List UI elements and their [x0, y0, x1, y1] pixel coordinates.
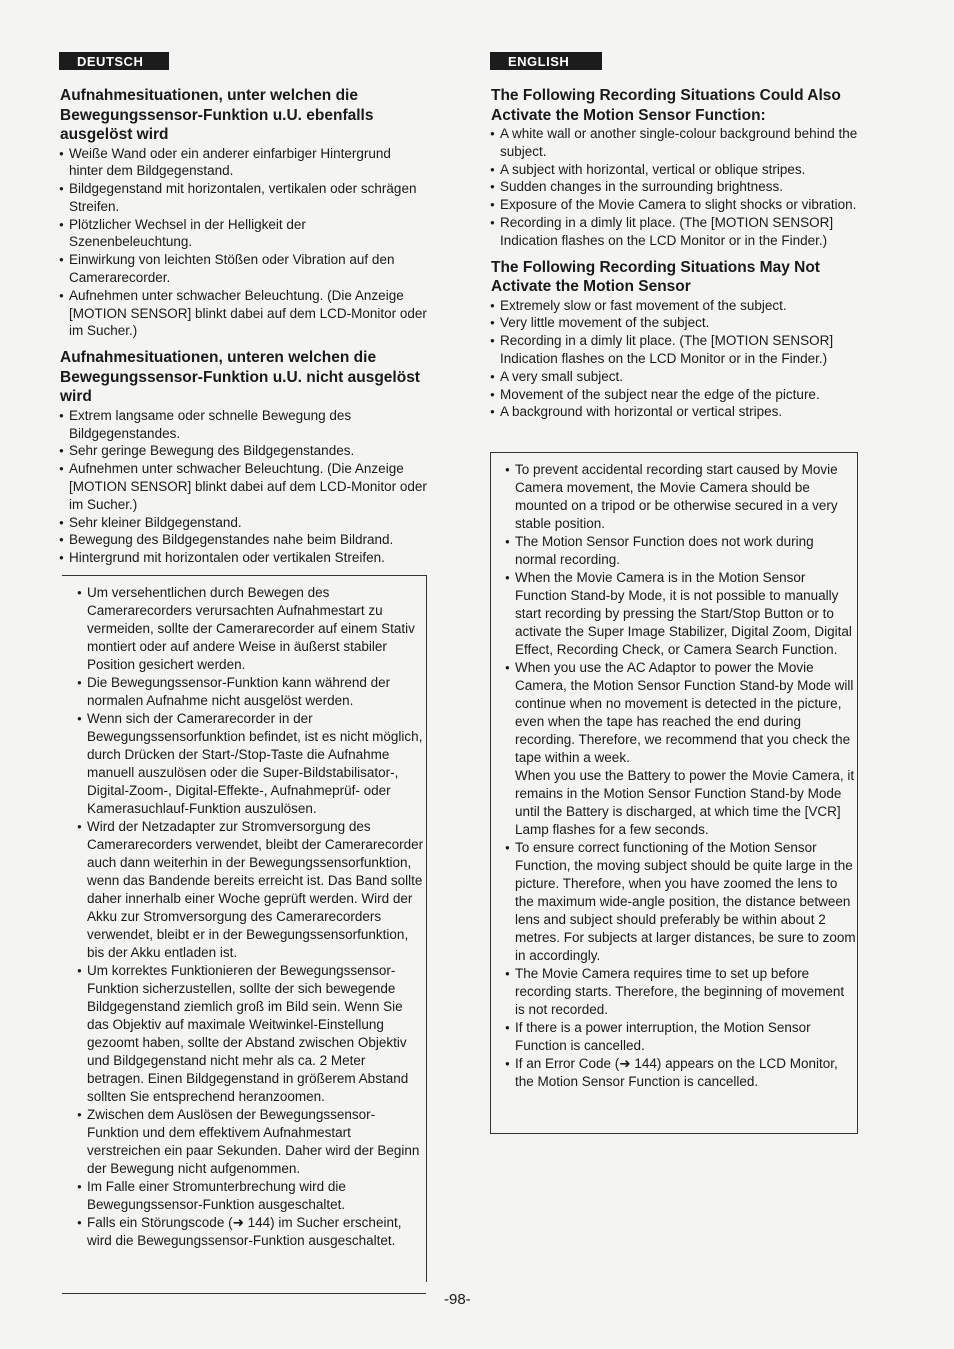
list-item: ● Extremely slow or fast movement of the subject. — [490, 297, 858, 315]
note-paragraph: When you use the Battery to power the Movie Camera, it remains in the Motion Sensor Function Stand-by Mode until the Battery is discharged, at which time the [VCR] Lamp flashes for a few seconds. — [515, 768, 855, 837]
note-item: ● To ensure correct functioning of the Motion Sensor Function, the moving subject should be quite large in the picture. Therefore, when you have zoomed the lens to the maximum wide-angle position, the distance between lens and subject should preferably be within about 2 metres. For subjects at larger distances, be sure to zoom in accordingly. — [505, 839, 857, 965]
notes-list — [77, 584, 426, 1250]
german-column — [59, 52, 427, 567]
list-item: ● Weiße Wand oder ein anderer einfarbiger Hintergrund hinter dem Bildgegenstand. — [59, 145, 427, 181]
list-item: ● A very small subject. — [490, 368, 858, 386]
list-item: ● Einwirkung von leichten Stößen oder Vibration auf den Camerarecorder. — [59, 251, 427, 287]
note-item: ● The Motion Sensor Function does not work during normal recording. — [505, 533, 857, 569]
note-item: ● To prevent accidental recording start caused by Movie Camera movement, the Movie Camera should be mounted on a tripod or be otherwise secured in a very stable position. — [505, 461, 857, 533]
bottom-rule — [62, 1293, 426, 1294]
list-item: ● Very little movement of the subject. — [490, 314, 858, 332]
list-item: ● Extrem langsame oder schnelle Bewegung des Bildgegenstandes. — [59, 407, 427, 443]
list-item: ● A subject with horizontal, vertical or oblique stripes. — [490, 161, 858, 179]
english-column — [490, 52, 858, 421]
list-item: ● Bildgegenstand mit horizontalen, vertikalen oder schrägen Streifen. — [59, 180, 427, 216]
bullet-list — [59, 407, 427, 567]
language-tag-english: ENGLISH — [490, 52, 602, 70]
english-notes-box — [490, 452, 858, 1134]
list-item: ● Exposure of the Movie Camera to slight shocks or vibration. — [490, 196, 858, 214]
section-heading: The Following Recording Situations Could Also Activate the Motion Sensor Function: — [491, 87, 841, 124]
list-item: ● Plötzlicher Wechsel in der Helligkeit der Szenenbeleuchtung. — [59, 216, 427, 252]
list-item: ● Aufnehmen unter schwacher Beleuchtung. (Die Anzeige [MOTION SENSOR] blinkt dabei auf dem LCD-Monitor oder im Sucher.) — [59, 287, 427, 340]
list-item: ● Bewegung des Bildgegenstandes nahe beim Bildrand. — [59, 531, 427, 549]
list-item: ● Movement of the subject near the edge of the picture. — [490, 386, 858, 404]
note-item: ● Wenn sich der Camerarecorder in der Bewegungssensorfunktion befindet, ist es nicht möglich, durch Drücken der Start-/Stop-Taste die Aufnahme manuell auszulösen oder die Super-Bildstabilisator-, Digital-Zoom-, Digital-Effekte-, Aufnahmeprüf- oder Kamerasuchlauf-Funktion auszulösen. — [77, 710, 426, 818]
list-item: ● Sudden changes in the surrounding brightness. — [490, 178, 858, 196]
note-item: ● Um korrektes Funktionieren der Bewegungssensor-Funktion sicherzustellen, sollte der sich bewegende Bildgegenstand ziemlich groß im Bild sein. Wenn Sie das Objektiv auf maximale Weitwinkel-Einstellung gezoomt haben, sollte der Abstand zwischen Objektiv und Bildgegenstand nicht mehr als ca. 2 Meter betragen. Einen Bildgegenstand in größerem Abstand sollten Sie entsprechend heranzoomen. — [77, 962, 426, 1106]
notes-list — [505, 461, 857, 1091]
section-heading: The Following Recording Situations May Not Activate the Motion Sensor — [491, 258, 820, 296]
note-item: ● When the Movie Camera is in the Motion Sensor Function Stand-by Mode, it is not possible to manually start recording by pressing the Start/Stop Button or to activate the Super Image Stabilizer, Digital Zoom, Digital Effect, Recording Check, or Camera Search Function. — [505, 569, 857, 659]
note-item: ● Wird der Netzadapter zur Stromversorgung des Camerarecorders verwendet, bleibt der Camerarecorder auch dann weiterhin in der Bewegungssensorfunktion, wenn das Bandende bereits erreicht ist. Das Band sollte daher innerhalb einer Woche geprüft werden. Wird der Akku zur Stromversorgung des Camerarecorders verwendet, bleibt er in der Bewegungssensorfunktion, bis der Akku entladen ist. — [77, 818, 426, 962]
list-item: ● A white wall or another single-colour background behind the subject. — [490, 125, 858, 161]
bullet-list — [490, 297, 858, 422]
note-item: ● Falls ein Störungscode (➜ 144) im Sucher erscheint, wird die Bewegungssensor-Funktion ausgeschaltet. — [77, 1214, 426, 1250]
note-item: ● Die Bewegungssensor-Funktion kann während der normalen Aufnahme nicht ausgelöst werden. — [77, 674, 426, 710]
note-item: ● If there is a power interruption, the Motion Sensor Function is cancelled. — [505, 1019, 857, 1055]
list-item: ● Sehr geringe Bewegung des Bildgegenstandes. — [59, 442, 427, 460]
section-heading: Aufnahmesituationen, unteren welchen die Bewegungssensor-Funktion u.U. nicht ausgelöst wird — [60, 349, 420, 406]
page-number: -98- — [444, 1291, 471, 1308]
note-item: ● Zwischen dem Auslösen der Bewegungssensor-Funktion und dem effektivem Aufnahmestart verstreichen ein paar Sekunden. Daher wird der Beginn der Bewegung nicht aufgenommen. — [77, 1106, 426, 1178]
list-item: ● Recording in a dimly lit place. (The [MOTION SENSOR] Indication flashes on the LCD Monitor or in the Finder.) — [490, 214, 858, 250]
note-item: ● If an Error Code (➜ 144) appears on the LCD Monitor, the Motion Sensor Function is cancelled. — [505, 1055, 857, 1091]
list-item: ● Recording in a dimly lit place. (The [MOTION SENSOR] Indication flashes on the LCD Monitor or in the Finder.) — [490, 332, 858, 368]
bullet-list — [490, 125, 858, 250]
german-notes-box — [62, 575, 427, 1282]
language-tag-deutsch: DEUTSCH — [59, 52, 169, 70]
section-heading: Aufnahmesituationen, unter welchen die Bewegungssensor-Funktion u.U. ebenfalls ausgelöst wird — [60, 87, 374, 143]
note-item: ● When you use the AC Adaptor to power the Movie Camera, the Motion Sensor Function Stand-by Mode will continue when no movement is detected in the picture, even when the tape has reached the end during recording. Therefore, we recommend that you check the tape within a week. — [505, 659, 857, 767]
list-item: ● Sehr kleiner Bildgegenstand. — [59, 514, 427, 532]
note-item: ● Um versehentlichen durch Bewegen des Camerarecorders verursachten Aufnahmestart zu vermeiden, sollte der Camerarecorder auf einem Stativ montiert oder auf andere Weise in äußerst stabiler Position gesichert werden. — [77, 584, 426, 674]
list-item: ● A background with horizontal or vertical stripes. — [490, 403, 858, 421]
list-item: ● Hintergrund mit horizontalen oder vertikalen Streifen. — [59, 549, 427, 567]
note-item: ● The Movie Camera requires time to set up before recording starts. Therefore, the beginning of movement is not recorded. — [505, 965, 857, 1019]
bullet-list — [59, 145, 427, 341]
list-item: ● Aufnehmen unter schwacher Beleuchtung. (Die Anzeige [MOTION SENSOR] blinkt dabei auf dem LCD-Monitor oder im Sucher.) — [59, 460, 427, 513]
note-item: ● Im Falle einer Stromunterbrechung wird die Bewegungssensor-Funktion ausgeschaltet. — [77, 1178, 426, 1214]
